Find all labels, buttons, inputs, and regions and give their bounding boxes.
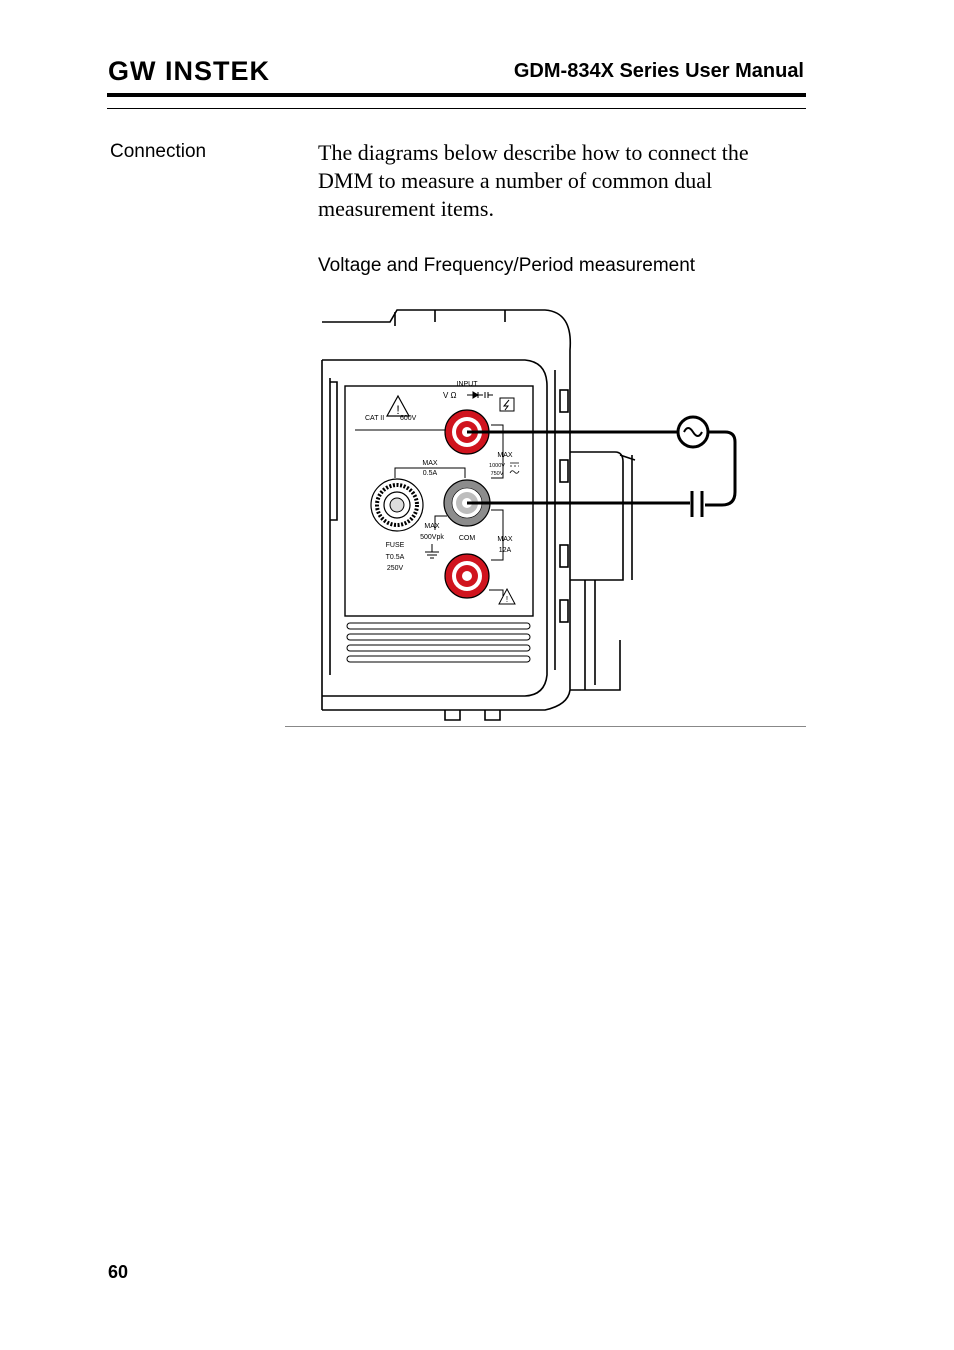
capacitor-icon [692, 491, 702, 517]
max-v-dc: 1000V [489, 463, 505, 469]
max-com-label: MAX [424, 523, 440, 530]
svg-text:!: ! [396, 403, 400, 417]
ac-source-icon [678, 417, 708, 447]
svg-text:!: ! [505, 595, 509, 604]
cat-voltage: 600V [400, 415, 417, 422]
max-fuse-value: 0.5A [422, 470, 438, 477]
page-number: 60 [108, 1262, 129, 1282]
header-rule-thick [107, 93, 806, 97]
gw-instek-logo [108, 56, 280, 84]
header-rule-thin [107, 108, 806, 109]
a-terminal[interactable] [445, 554, 489, 598]
input-label: INPUT [456, 381, 478, 388]
max-a-label: MAX [497, 536, 513, 543]
connection-diagram [285, 300, 805, 730]
cat-label: CAT II [365, 415, 385, 422]
max-com-value: 500Vpk [420, 534, 444, 541]
fuse-rating: T0.5A [385, 554, 405, 561]
input-modes: V Ω [443, 391, 457, 400]
vent-slots [347, 623, 530, 662]
manual-title: GDM-834X Series User Manual [513, 60, 804, 82]
fuse-label: FUSE [385, 542, 405, 549]
section-label: Connection [110, 141, 207, 162]
diagram-heading: Voltage and Frequency/Period measurement [318, 255, 696, 276]
max-fuse-label: MAX [422, 460, 438, 467]
svg-text:GW INSTEK: GW INSTEK [108, 56, 270, 84]
com-label: COM [458, 535, 476, 542]
max-v-ac: 750V [490, 471, 504, 477]
max-a-value: 12A [498, 547, 512, 554]
max-v-label: MAX [497, 452, 513, 459]
section-rule [285, 726, 806, 727]
fuse-voltage: 250V [386, 565, 404, 572]
fuse-holder[interactable] [371, 479, 423, 531]
section-body: The diagrams below describe how to connect the DMM to measure a number of common dual measurement items. [318, 140, 749, 221]
